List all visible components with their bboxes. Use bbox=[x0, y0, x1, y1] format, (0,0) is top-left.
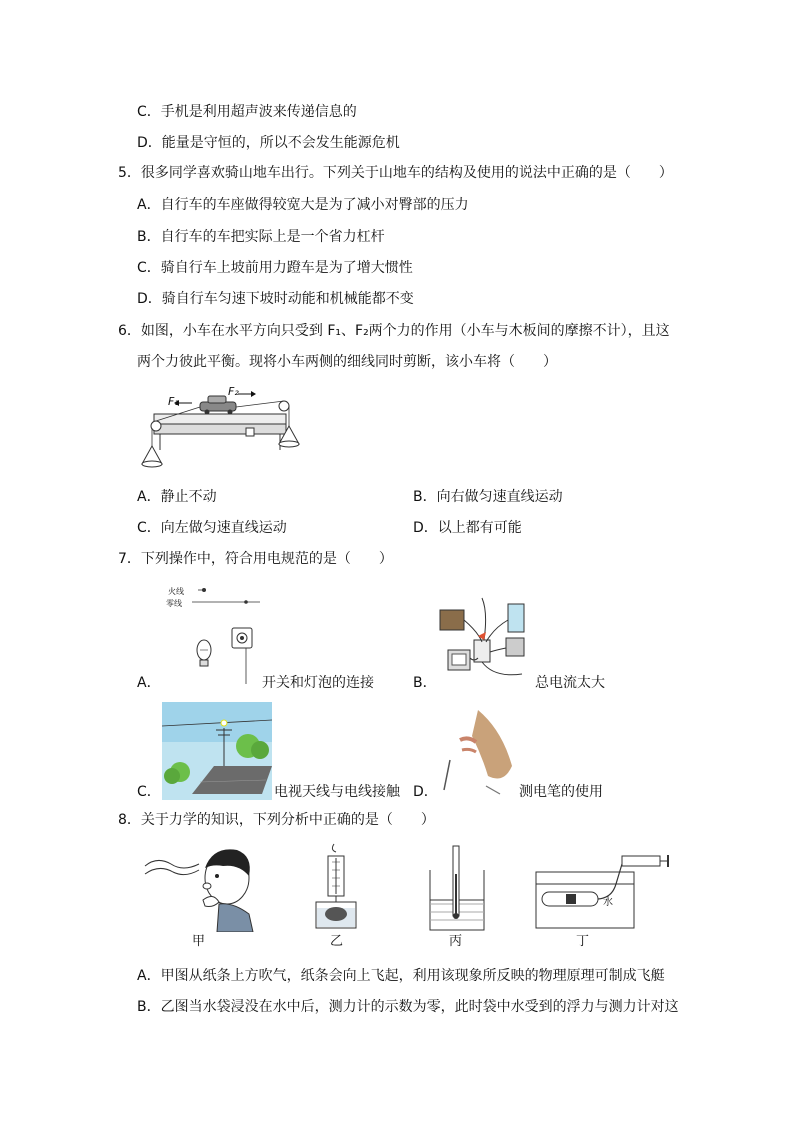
q8-label-bing: 丙 bbox=[449, 934, 463, 949]
q4-option-c: C．手机是利用超声波来传递信息的 bbox=[137, 104, 357, 120]
q8-fig-bing-beaker bbox=[424, 844, 490, 934]
q6-stem-line2: 两个力彼此平衡。现将小车两侧的细线同时剪断，该小车将（ ） bbox=[137, 354, 557, 370]
q7-option-d-text: 测电笔的使用 bbox=[519, 784, 603, 800]
q6-stem-line1: 6．如图，小车在水平方向只受到 F₁、F₂两个力的作用（小车与木板间的摩擦不计），且这 bbox=[118, 323, 670, 339]
q8-stem: 8．关于力学的知识，下列分析中正确的是（ ） bbox=[118, 812, 435, 828]
q8-label-jia: 甲 bbox=[192, 934, 206, 949]
q7-option-b-text: 总电流太大 bbox=[535, 675, 605, 691]
q6-f2-label: F₂ bbox=[228, 385, 239, 398]
q7-stem: 7．下列操作中，符合用电规范的是（ ） bbox=[118, 551, 393, 567]
q7-c-antenna-figure bbox=[162, 702, 272, 800]
q7-option-d-letter: D． bbox=[413, 784, 438, 800]
q8-fig-yi-spring-scale bbox=[308, 842, 364, 932]
q8-fig-ding-syringe-tank bbox=[530, 852, 670, 932]
q6-option-d: D．以上都有可能 bbox=[413, 520, 522, 536]
q7-option-c-text: 电视天线与电线接触 bbox=[274, 784, 400, 800]
q6-cart-figure bbox=[140, 380, 300, 472]
q7-option-b-letter: B． bbox=[413, 675, 437, 691]
q7-a-live-label: 火线 bbox=[168, 587, 184, 596]
q7-b-appliances-figure bbox=[434, 592, 530, 686]
q5-option-d: D．骑自行车匀速下坡时动能和机械能都不变 bbox=[137, 291, 414, 307]
q8-label-ding: 丁 bbox=[576, 934, 590, 949]
q7-d-test-pen-figure bbox=[442, 706, 518, 800]
q5-option-c: C．骑自行车上坡前用力蹬车是为了增大惯性 bbox=[137, 260, 413, 276]
q6-option-b: B．向右做匀速直线运动 bbox=[413, 489, 563, 505]
q7-option-c-letter: C． bbox=[137, 784, 161, 800]
q7-option-a-letter: A． bbox=[137, 675, 161, 691]
q8-fig-jia-boy-blowing bbox=[143, 842, 255, 932]
q8-water-label: 水 bbox=[603, 897, 613, 908]
q7-a-neutral-label: 零线 bbox=[166, 599, 182, 608]
q6-option-c: C．向左做匀速直线运动 bbox=[137, 520, 287, 536]
q5-stem: 5．很多同学喜欢骑山地车出行。下列关于山地车的结构及使用的说法中正确的是（ ） bbox=[118, 165, 673, 181]
q8-option-a: A．甲图从纸条上方吹气，纸条会向上飞起，利用该现象所反映的物理原理可制成飞艇 bbox=[137, 968, 665, 984]
q5-option-a: A．自行车的车座做得较宽大是为了减小对臀部的压力 bbox=[137, 197, 469, 213]
q7-option-a-text: 开关和灯泡的连接 bbox=[262, 675, 374, 691]
q4-option-d: D．能量是守恒的，所以不会发生能源危机 bbox=[137, 135, 400, 151]
q6-option-a: A．静止不动 bbox=[137, 489, 217, 505]
q8-label-yi: 乙 bbox=[330, 934, 344, 949]
q5-option-b: B．自行车的车把实际上是一个省力杠杆 bbox=[137, 229, 385, 245]
q6-f1-label: F₁ bbox=[168, 395, 179, 408]
q8-option-b: B．乙图当水袋浸没在水中后，测力计的示数为零，此时袋中水受到的浮力与测力计对这 bbox=[137, 999, 679, 1015]
